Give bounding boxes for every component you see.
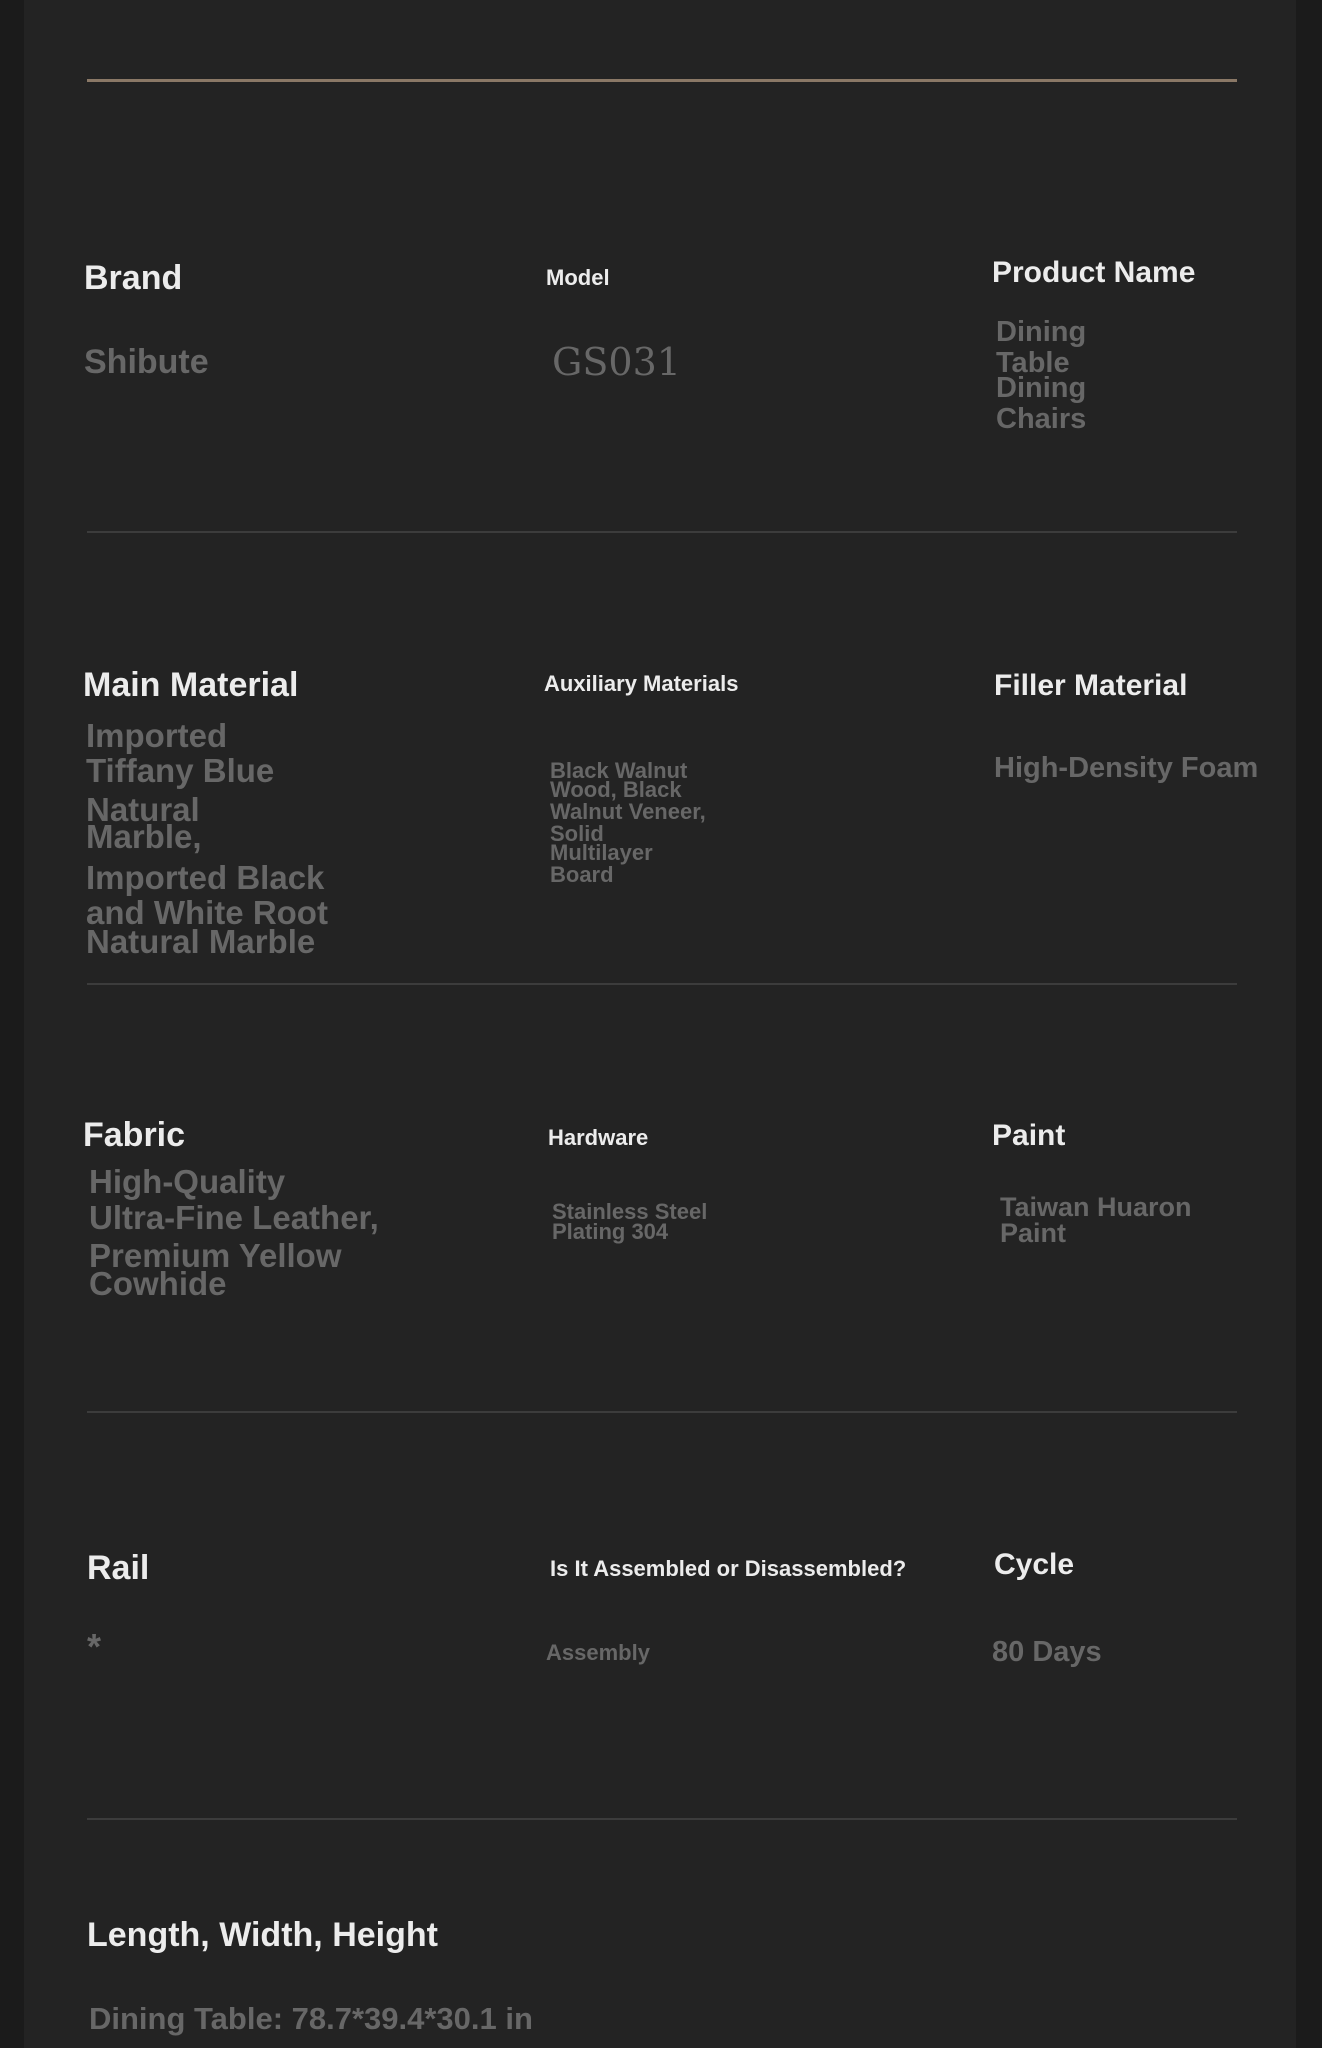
- value-line: Walnut Veneer,: [550, 799, 706, 824]
- row-divider: [87, 531, 1237, 533]
- value-line: Chairs: [996, 403, 1087, 435]
- auxiliary-materials-label: Auxiliary Materials: [544, 671, 739, 696]
- value-line: Solid: [550, 821, 604, 846]
- rail-label: Rail: [87, 1549, 150, 1587]
- row-divider: [87, 1411, 1237, 1413]
- value-line: Multilayer: [550, 840, 653, 865]
- value-line: Stainless Steel: [552, 1199, 708, 1224]
- value-line: Taiwan Huaron: [1000, 1192, 1192, 1222]
- brand-value: Shibute: [84, 343, 209, 381]
- row-divider: [87, 1818, 1237, 1820]
- value-line: Black Walnut: [550, 758, 688, 783]
- brand-label: Brand: [84, 259, 183, 297]
- row-divider: [87, 983, 1237, 985]
- hardware-label: Hardware: [548, 1125, 649, 1150]
- hardware-value: [552, 1199, 708, 1244]
- auxiliary-materials-value: [550, 760, 770, 886]
- value-line: Paint: [1000, 1218, 1067, 1248]
- value-line: Imported: [86, 717, 228, 754]
- value-line: and White Root: [86, 894, 328, 931]
- value-line: Tiffany Blue: [86, 752, 275, 789]
- dimensions-value: Dining Table: 78.7*39.4*30.1 in: [89, 2001, 533, 2036]
- value-line: Plating 304: [552, 1219, 669, 1244]
- value-line: Dining: [996, 372, 1087, 404]
- fabric-value: [89, 1164, 429, 1302]
- value-line: Wood, Black: [550, 777, 682, 802]
- rail-value: *: [87, 1626, 102, 1667]
- value-line: Natural Marble: [86, 923, 316, 960]
- value-line: Ultra-Fine Leather,: [89, 1199, 379, 1236]
- value-line: Premium Yellow: [89, 1237, 342, 1274]
- value-line: Cowhide: [89, 1265, 227, 1302]
- product-name-value: [996, 317, 1196, 435]
- model-label: Model: [546, 265, 610, 290]
- spec-sheet: [24, 0, 1296, 2048]
- main-material-label: Main Material: [83, 666, 299, 704]
- filler-material-value: High-Density Foam: [994, 752, 1259, 784]
- value-line: Table: [996, 347, 1070, 379]
- value-line: Marble,: [86, 818, 202, 855]
- model-value: GS031: [552, 340, 681, 384]
- value-line: Dining: [996, 316, 1087, 348]
- dimensions-label: Length, Width, Height: [87, 1916, 438, 1954]
- filler-material-label: Filler Material: [994, 669, 1188, 702]
- main-material-value: [86, 718, 386, 959]
- value-line: Board: [550, 862, 614, 887]
- cycle-label: Cycle: [994, 1548, 1075, 1581]
- cycle-value: 80 Days: [992, 1636, 1102, 1668]
- product-name-label: Product Name: [992, 256, 1196, 289]
- fabric-label: Fabric: [83, 1116, 186, 1154]
- paint-value: [1000, 1194, 1192, 1246]
- assembly-question-label: Is It Assembled or Disassembled?: [550, 1556, 907, 1581]
- assembly-value: Assembly: [546, 1640, 650, 1665]
- value-line: Natural: [86, 791, 200, 828]
- value-line: Imported Black: [86, 859, 325, 896]
- value-line: High-Quality: [89, 1163, 286, 1200]
- paint-label: Paint: [992, 1119, 1066, 1152]
- top-accent-divider: [87, 79, 1237, 82]
